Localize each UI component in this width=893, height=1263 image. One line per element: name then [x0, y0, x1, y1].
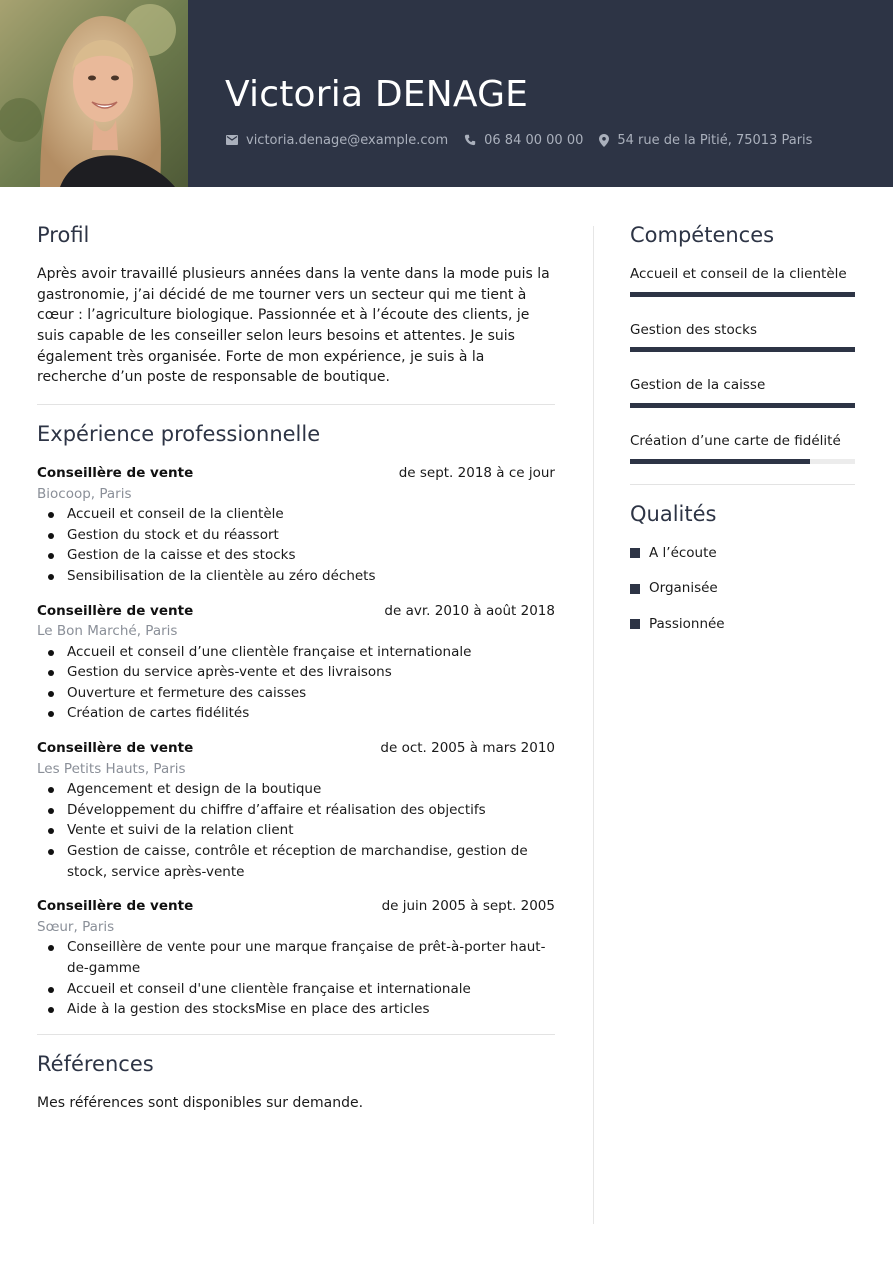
job-entry — [37, 601, 555, 725]
task-item: Création de cartes fidélités — [67, 703, 555, 724]
job-title: Conseillère de vente — [37, 898, 194, 915]
task-item: Développement du chiffre d’affaire et réalisation des objectifs — [67, 800, 555, 821]
skill-name: Gestion des stocks — [630, 321, 758, 338]
task-item: Sensibilisation de la clientèle au zéro déchets — [67, 566, 555, 587]
skill-level-fill — [630, 459, 810, 464]
skill-level-bar — [630, 347, 855, 352]
qualities-section — [630, 502, 855, 635]
mail-icon — [226, 135, 238, 145]
job-date: de sept. 2018 à ce jour — [398, 464, 555, 481]
square-bullet-icon — [630, 619, 640, 629]
task-item: Aide à la gestion des stocksMise en place des articles — [67, 999, 555, 1020]
references-text: Mes références sont disponibles sur demande. — [37, 1094, 364, 1111]
job-title: Conseillère de vente — [37, 740, 194, 757]
quality-label: Passionnée — [649, 615, 725, 632]
skill-item — [630, 431, 855, 464]
quality-item — [630, 578, 855, 599]
job-header — [37, 896, 555, 917]
job-list — [37, 463, 555, 1020]
job-header — [37, 463, 555, 484]
column-divider — [593, 226, 594, 1224]
task-list — [37, 779, 555, 882]
section-title-references: Références — [37, 1051, 154, 1076]
location-pin-icon — [599, 134, 609, 147]
job-date: de juin 2005 à sept. 2005 — [381, 898, 555, 915]
profile-photo — [0, 0, 188, 187]
header-banner — [0, 0, 893, 187]
job-company: Le Bon Marché, Paris — [37, 623, 178, 640]
task-list — [37, 642, 555, 724]
task-item: Conseillère de vente pour une marque française de prêt-à-porter haut-de-gamme — [67, 937, 555, 978]
sidebar-column — [630, 223, 855, 650]
phone-text[interactable]: 06 84 00 00 00 — [484, 132, 584, 148]
job-company: Les Petits Hauts, Paris — [37, 760, 186, 777]
task-list — [37, 937, 555, 1019]
section-title-experience: Expérience professionnelle — [37, 421, 321, 446]
quality-item — [630, 614, 855, 635]
job-header — [37, 738, 555, 759]
task-item: Ouverture et fermeture des caisses — [67, 683, 555, 704]
job-header — [37, 601, 555, 622]
skill-level-bar — [630, 403, 855, 408]
task-item: Accueil et conseil d’une clientèle française et internationale — [67, 642, 555, 663]
skill-name: Accueil et conseil de la clientèle — [630, 266, 847, 283]
job-title: Conseillère de vente — [37, 464, 194, 481]
job-date: de avr. 2010 à août 2018 — [384, 602, 555, 619]
address-contact — [599, 133, 812, 148]
skills-section — [630, 223, 855, 464]
square-bullet-icon — [630, 584, 640, 594]
skill-item — [630, 375, 855, 408]
email-contact — [226, 133, 448, 148]
email-text[interactable]: victoria.denage@example.com — [246, 132, 449, 148]
task-item: Accueil et conseil de la clientèle — [67, 504, 555, 525]
skill-item — [630, 264, 855, 297]
task-item: Agencement et design de la boutique — [67, 779, 555, 800]
skill-item — [630, 320, 855, 353]
section-divider — [37, 1034, 555, 1035]
quality-label: A l’écoute — [649, 544, 717, 561]
skill-level-bar — [630, 292, 855, 297]
quality-label: Organisée — [649, 580, 718, 597]
contact-info — [226, 131, 828, 149]
task-item: Accueil et conseil d'une clientèle française et internationale — [67, 979, 555, 1000]
job-company: Biocoop, Paris — [37, 485, 132, 502]
phone-contact — [464, 133, 583, 148]
skill-level-fill — [630, 292, 855, 297]
task-item: Vente et suivi de la relation client — [67, 820, 555, 841]
skill-list — [630, 264, 855, 463]
phone-icon — [464, 134, 476, 146]
section-title-profile: Profil — [37, 223, 90, 247]
job-company: Sœur, Paris — [37, 918, 115, 935]
job-title: Conseillère de vente — [37, 602, 194, 619]
job-entry — [37, 738, 555, 882]
section-title-skills: Compétences — [630, 223, 775, 247]
section-divider — [630, 484, 855, 485]
section-title-qualities: Qualités — [630, 501, 717, 526]
quality-list — [630, 543, 855, 635]
experience-section — [37, 422, 555, 1020]
skill-level-fill — [630, 403, 855, 408]
skill-level-fill — [630, 347, 855, 352]
address-text: 54 rue de la Pitié, 75013 Paris — [617, 132, 813, 148]
portrait-image — [0, 0, 188, 187]
job-date: de oct. 2005 à mars 2010 — [380, 740, 555, 757]
profile-text: Après avoir travaillé plusieurs années dans la vente dans la mode puis la gastronomie, j’ai décidé de me tourner vers un secteur qui me tient à cœur : l’agriculture biologique. Passionnée et à l’écoute des clients, je suis capable de les conseiller selon leurs besoins et attentes. Je suis également très organisée. Forte de mon expérience, je suis à la recherche d’un poste de responsable de boutique. — [37, 266, 550, 386]
square-bullet-icon — [630, 548, 640, 558]
job-entry — [37, 463, 555, 587]
task-list — [37, 504, 555, 586]
section-divider — [37, 404, 555, 405]
references-section — [37, 1052, 555, 1114]
quality-item — [630, 543, 855, 564]
task-item: Gestion du service après-vente et des livraisons — [67, 662, 555, 683]
skill-level-bar — [630, 459, 855, 464]
skill-name: Création d’une carte de fidélité — [630, 432, 841, 449]
main-column — [37, 223, 555, 1114]
task-item: Gestion du stock et du réassort — [67, 525, 555, 546]
job-entry — [37, 896, 555, 1020]
task-item: Gestion de la caisse et des stocks — [67, 545, 555, 566]
profile-section — [37, 223, 555, 388]
skill-name: Gestion de la caisse — [630, 377, 766, 394]
candidate-name: Victoria DENAGE — [225, 74, 529, 115]
task-item: Gestion de caisse, contrôle et réception de marchandise, gestion de stock, service après-vente — [67, 841, 555, 882]
